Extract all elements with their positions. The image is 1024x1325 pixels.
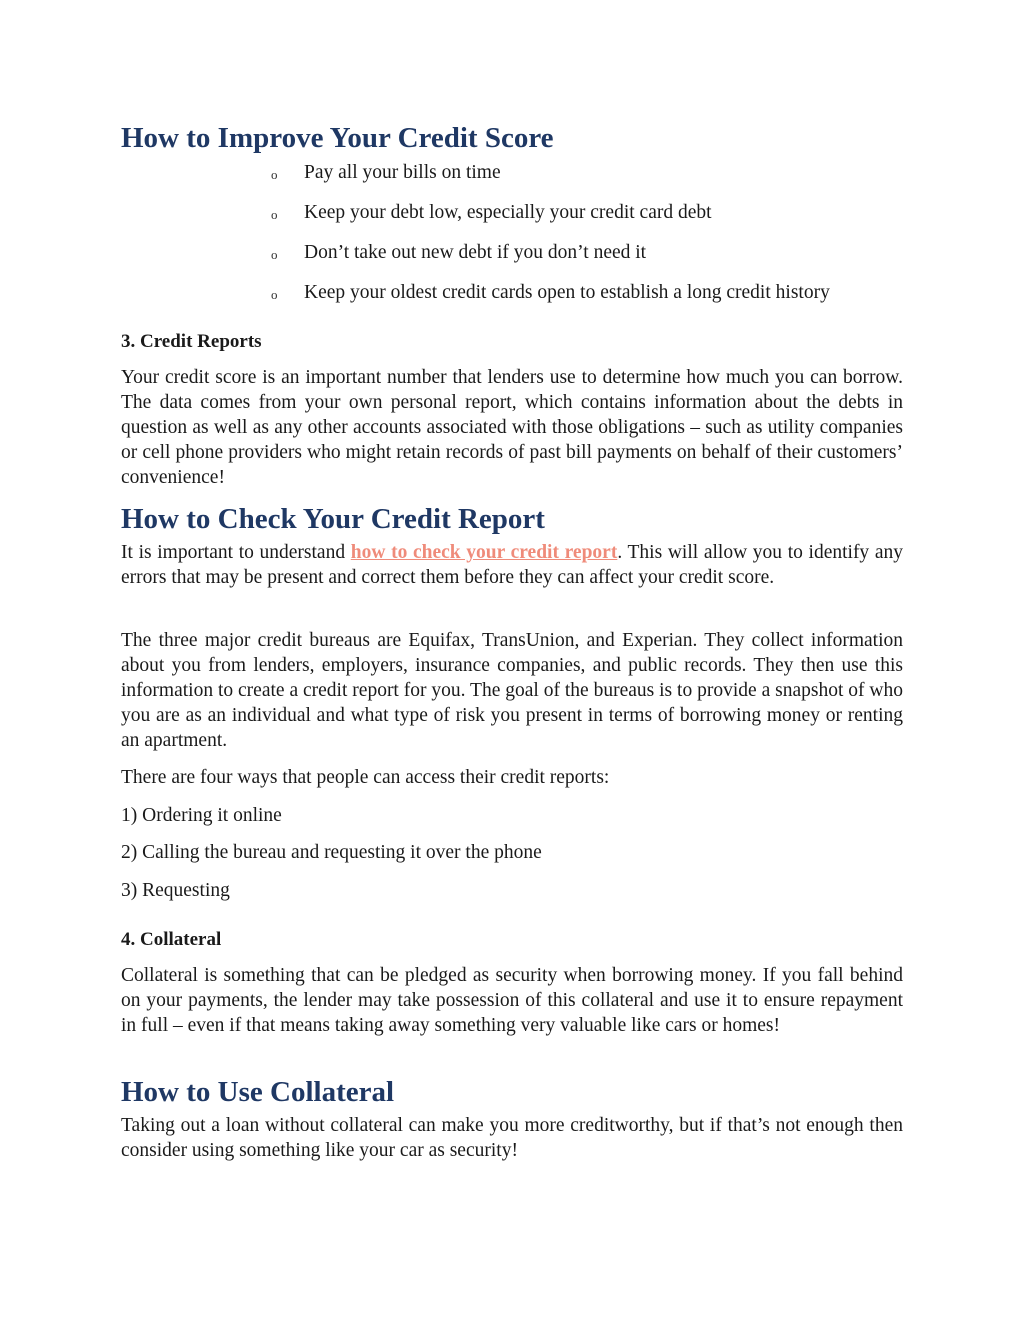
bullet-text: Pay all your bills on time bbox=[304, 162, 501, 183]
credit-reports-paragraph: Your credit score is an important number that lenders use to determine how much you can borrow. The data comes from your own personal report, which contains information about the debts in question as well as any other accounts associated with those obligations – such as utility companies or cell phone providers who might retain records of past bill payments on behalf of their customers’ convenience! bbox=[121, 367, 903, 488]
heading-check-credit-report: How to Check Your Credit Report bbox=[121, 503, 545, 535]
bullet-marker: o bbox=[271, 207, 278, 222]
intro-text-before: It is important to understand bbox=[121, 542, 351, 563]
access-ways-intro: There are four ways that people can access their credit reports: bbox=[121, 767, 610, 788]
bullet-text: Keep your debt low, especially your credit card debt bbox=[304, 202, 712, 223]
credit-bureaus-paragraph: The three major credit bureaus are Equifax, TransUnion, and Experian. They collect information about you from lenders, employers, insurance companies, and public records. They then use this information to create a credit report for you. The goal of the bureaus is to provide a snapshot of who you are as an individual and what type of risk you present in terms of borrowing money or renting an apartment. bbox=[121, 630, 903, 751]
heading-use-collateral: How to Use Collateral bbox=[121, 1076, 395, 1108]
bullet-marker: o bbox=[271, 247, 278, 262]
check-credit-report-link[interactable]: how to check your credit report bbox=[350, 542, 618, 563]
bullet-text: Keep your oldest credit cards open to establish a long credit history bbox=[304, 282, 830, 303]
access-way-item: 2) Calling the bureau and requesting it over the phone bbox=[121, 842, 542, 863]
intro-text-after: . This will allow you to identify any errors that may be present and correct them before they can affect your credit score. bbox=[121, 542, 903, 588]
check-report-intro-paragraph bbox=[121, 540, 903, 590]
bullet-marker: o bbox=[271, 287, 278, 302]
heading-credit-reports: 3. Credit Reports bbox=[121, 331, 262, 352]
bullet-marker: o bbox=[271, 167, 278, 182]
access-way-item: 3) Requesting bbox=[121, 880, 230, 901]
heading-collateral: 4. Collateral bbox=[121, 929, 222, 950]
use-collateral-paragraph: Taking out a loan without collateral can make you more creditworthy, but if that’s not enough then consider using something like your car as security! bbox=[121, 1115, 903, 1161]
heading-improve-credit-score: How to Improve Your Credit Score bbox=[121, 122, 554, 154]
collateral-paragraph: Collateral is something that can be pledged as security when borrowing money. If you fall behind on your payments, the lender may take possession of this collateral and use it to ensure repayment in full – even if that means taking away something very valuable like cars or homes! bbox=[121, 965, 903, 1036]
bullet-text: Don’t take out new debt if you don’t need it bbox=[304, 242, 647, 263]
access-way-item: 1) Ordering it online bbox=[121, 805, 282, 826]
